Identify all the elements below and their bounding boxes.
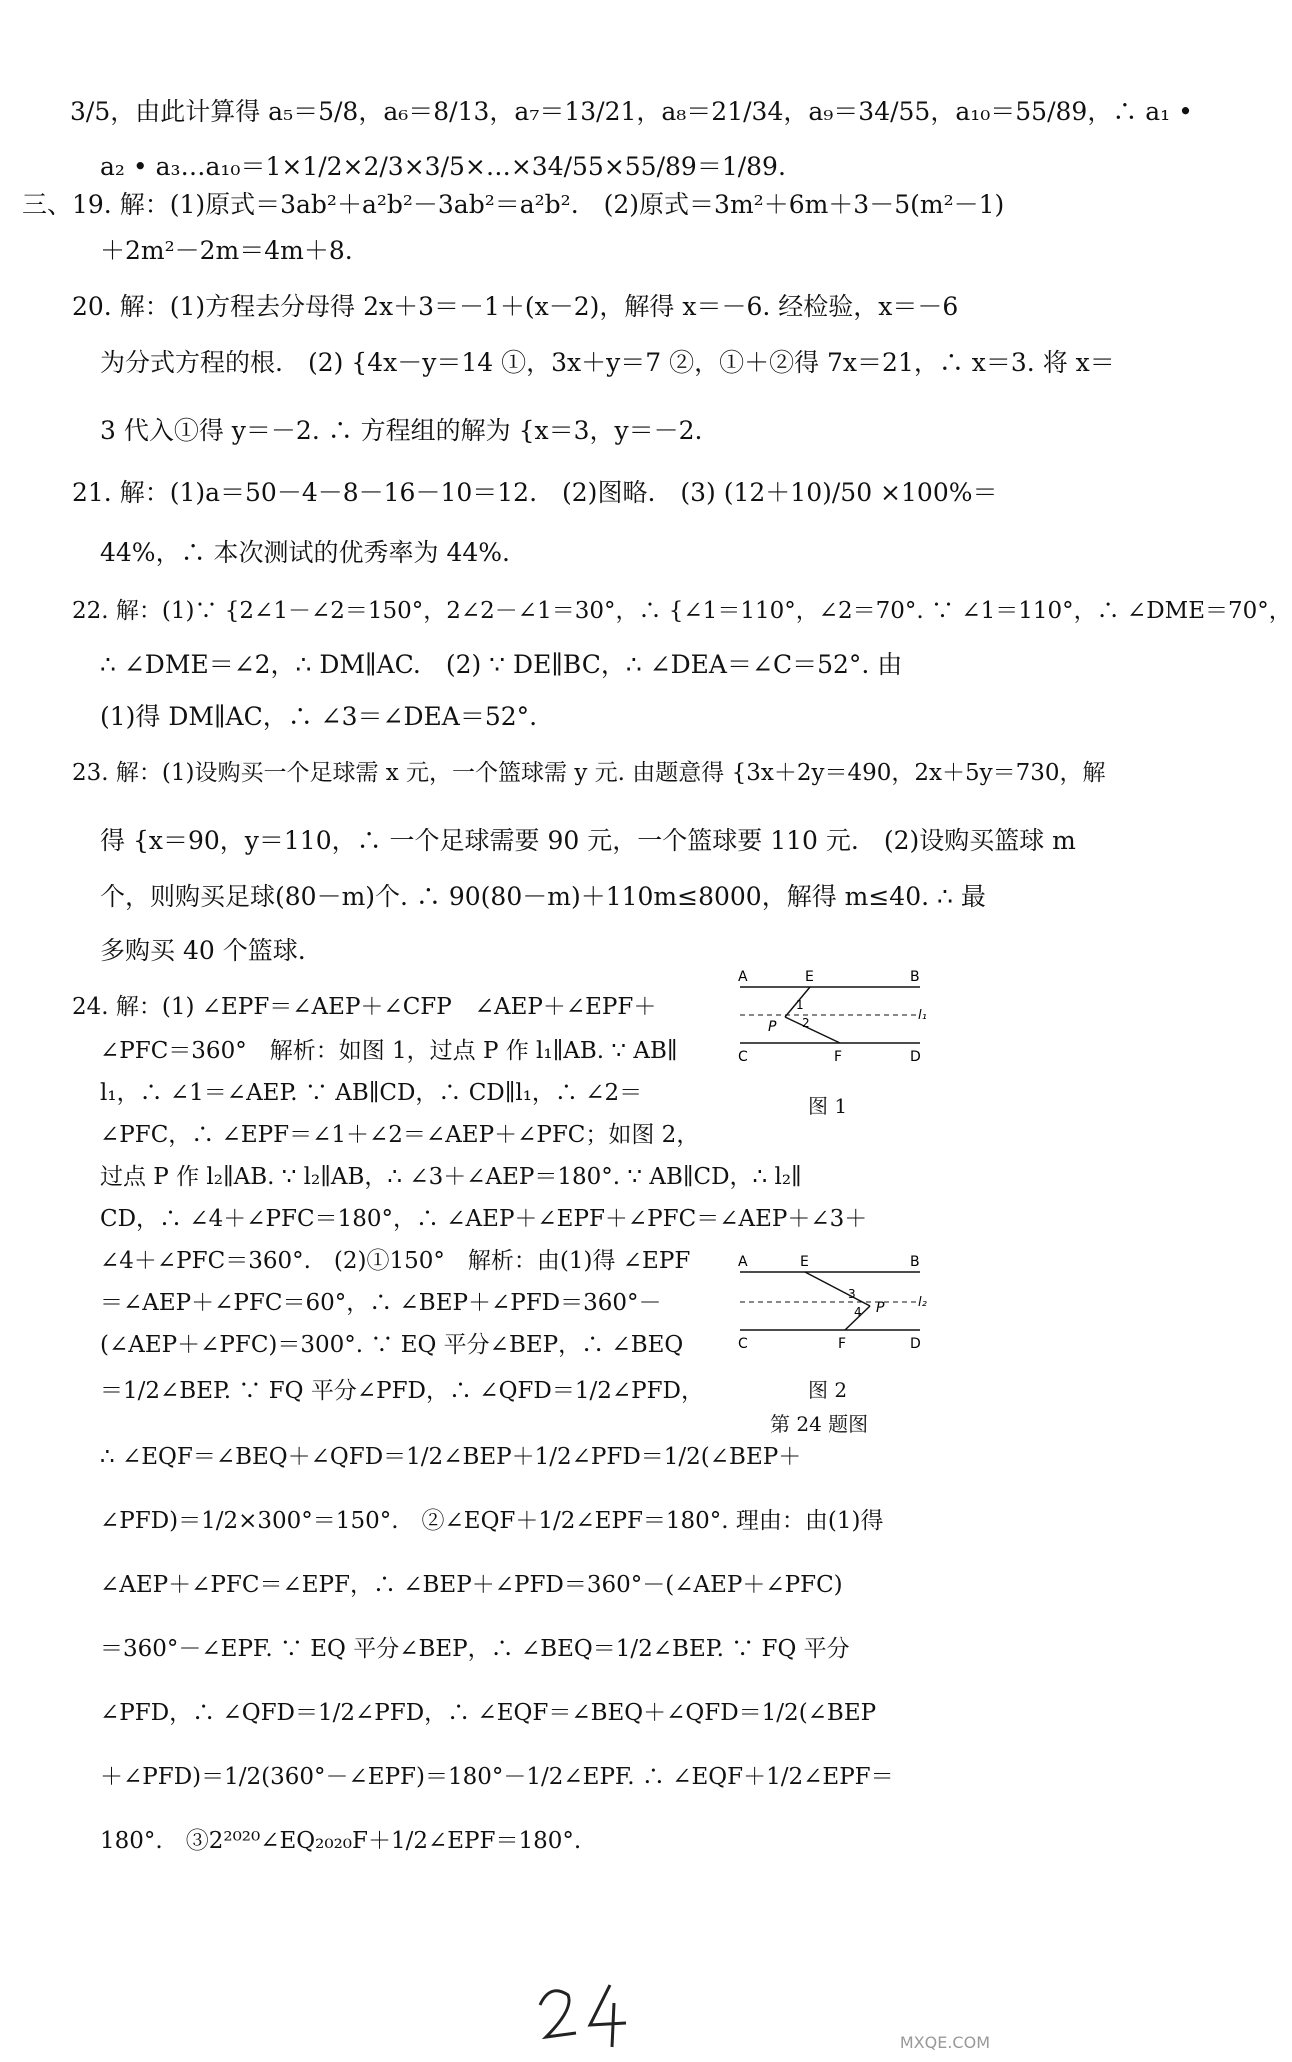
text-line: 23. 解：(1)设购买一个足球需 x 元，一个篮球需 y 元. 由题意得 {3x＋2y＝490，2x＋5y＝730，解	[72, 760, 1106, 786]
label-C: C	[738, 1049, 748, 1065]
handwritten-page-number	[530, 1975, 650, 2055]
text-line: ∴ ∠DME＝∠2，∴ DM∥AC. (2) ∵ DE∥BC，∴ ∠DEA＝∠C＝52°. 由	[100, 650, 903, 679]
figure-1-caption: 图 1	[808, 1094, 848, 1118]
text-line: ＋2m²－2m＝4m＋8.	[100, 236, 353, 265]
text-line: 44%，∴ 本次测试的优秀率为 44%.	[100, 538, 510, 567]
text-line: 22. 解：(1)∵ {2∠1－∠2＝150°，2∠2－∠1＝30°，∴ {∠1＝110°，∠2＝70°. ∵ ∠1＝110°，∴ ∠DME＝70°，	[72, 598, 1292, 624]
text-line: l₁，∴ ∠1＝∠AEP. ∵ AB∥CD，∴ CD∥l₁，∴ ∠2＝	[100, 1080, 643, 1106]
label-l1: l₁	[918, 1008, 927, 1023]
label-2: 2	[802, 1016, 810, 1030]
text-line: (∠AEP＋∠PFC)＝300°. ∵ EQ 平分∠BEP，∴ ∠BEQ	[100, 1332, 684, 1358]
label-A: A	[738, 969, 748, 985]
figure-1	[730, 965, 930, 1085]
text-line: ∠PFC，∴ ∠EPF＝∠1＋∠2＝∠AEP＋∠PFC；如图 2，	[100, 1122, 700, 1148]
text-line: 过点 P 作 l₂∥AB. ∵ l₂∥AB，∴ ∠3＋∠AEP＝180°. ∵ AB∥CD，∴ l₂∥	[100, 1164, 802, 1190]
label-1: 1	[796, 998, 804, 1012]
label-B: B	[910, 1254, 920, 1270]
text-line: 3 代入①得 y＝－2. ∴ 方程组的解为 {x＝3，y＝－2.	[100, 416, 703, 445]
text-line: (1)得 DM∥AC，∴ ∠3＝∠DEA＝52°.	[100, 702, 538, 731]
text-line: a₂ • a₃…a₁₀＝1×1/2×2/3×3/5×…×34/55×55/89＝1/89.	[100, 152, 786, 181]
text-line: 多购买 40 个篮球.	[100, 936, 306, 965]
text-line: 180°. ③2²⁰²⁰∠EQ₂₀₂₀F＋1/2∠EPF＝180°.	[100, 1828, 582, 1854]
label-F: F	[838, 1336, 847, 1352]
text-line: ＝∠AEP＋∠PFC＝60°，∴ ∠BEP＋∠PFD＝360°－	[100, 1290, 662, 1316]
text-line: ＝360°－∠EPF. ∵ EQ 平分∠BEP，∴ ∠BEQ＝1/2∠BEP. ∵ FQ 平分	[100, 1636, 850, 1662]
label-3: 3	[848, 1287, 856, 1301]
text-line: ∠PFD)＝1/2×300°＝150°. ②∠EQF＋1/2∠EPF＝180°. 理由：由(1)得	[100, 1508, 884, 1534]
label-D: D	[910, 1049, 921, 1065]
text-line: 为分式方程的根. (2) {4x－y＝14 ①，3x＋y＝7 ②，①＋②得 7x＝21，∴ x＝3. 将 x＝	[100, 348, 1115, 377]
text-line: ∴ ∠EQF＝∠BEQ＋∠QFD＝1/2∠BEP＋1/2∠PFD＝1/2(∠BEP＋	[100, 1444, 802, 1470]
text-line: 21. 解：(1)a＝50－4－8－16－10＝12. (2)图略. (3) (12＋10)/50 ×100%＝	[72, 478, 998, 507]
text-line: 24. 解：(1) ∠EPF＝∠AEP＋∠CFP ∠AEP＋∠EPF＋	[72, 994, 657, 1020]
label-l2: l₂	[918, 1295, 927, 1310]
text-line: ＝1/2∠BEP. ∵ FQ 平分∠PFD，∴ ∠QFD＝1/2∠PFD，	[100, 1378, 704, 1404]
text-line: CD，∴ ∠4＋∠PFC＝180°，∴ ∠AEP＋∠EPF＋∠PFC＝∠AEP＋∠3＋	[100, 1206, 868, 1232]
text-line: 三、19. 解：(1)原式＝3ab²＋a²b²－3ab²＝a²b². (2)原式＝3m²＋6m＋3－5(m²－1)	[22, 190, 1005, 219]
label-D: D	[910, 1336, 921, 1352]
text-line: 20. 解：(1)方程去分母得 2x＋3＝－1＋(x－2)，解得 x＝－6. 经检验，x＝－6	[72, 292, 959, 321]
label-P: P	[876, 1300, 885, 1316]
label-F: F	[834, 1049, 843, 1065]
text-line: ∠AEP＋∠PFC＝∠EPF，∴ ∠BEP＋∠PFD＝360°－(∠AEP＋∠PFC)	[100, 1572, 843, 1598]
text-line: 得 {x＝90，y＝110，∴ 一个足球需要 90 元，一个篮球要 110 元. (2)设购买篮球 m	[100, 826, 1076, 855]
label-E: E	[805, 969, 814, 985]
label-P: P	[768, 1019, 777, 1035]
text-line: ∠4＋∠PFC＝360°. (2)①150° 解析：由(1)得 ∠EPF	[100, 1248, 691, 1274]
label-4: 4	[854, 1305, 862, 1319]
text-line: 个，则购买足球(80－m)个. ∴ 90(80－m)＋110m≤8000，解得 m≤40. ∴ 最	[100, 882, 986, 911]
figure-group-caption: 第 24 题图	[770, 1412, 869, 1436]
text-line: ∠PFD，∴ ∠QFD＝1/2∠PFD，∴ ∠EQF＝∠BEQ＋∠QFD＝1/2(∠BEP	[100, 1700, 877, 1726]
figure-2	[730, 1250, 930, 1370]
figure-2-caption: 图 2	[808, 1378, 848, 1402]
label-A: A	[738, 1254, 748, 1270]
text-line: ＋∠PFD)＝1/2(360°－∠EPF)＝180°－1/2∠EPF. ∴ ∠EQF＋1/2∠EPF＝	[100, 1764, 894, 1790]
text-line: 3/5，由此计算得 a₅＝5/8，a₆＝8/13，a₇＝13/21，a₈＝21/34，a₉＝34/55，a₁₀＝55/89，∴ a₁ •	[70, 97, 1193, 126]
text-line: ∠PFC＝360° 解析：如图 1，过点 P 作 l₁∥AB. ∵ AB∥	[100, 1038, 678, 1064]
watermark: MXQE.COM	[899, 2033, 990, 2052]
label-C: C	[738, 1336, 748, 1352]
label-E: E	[800, 1254, 809, 1270]
label-B: B	[910, 969, 920, 985]
